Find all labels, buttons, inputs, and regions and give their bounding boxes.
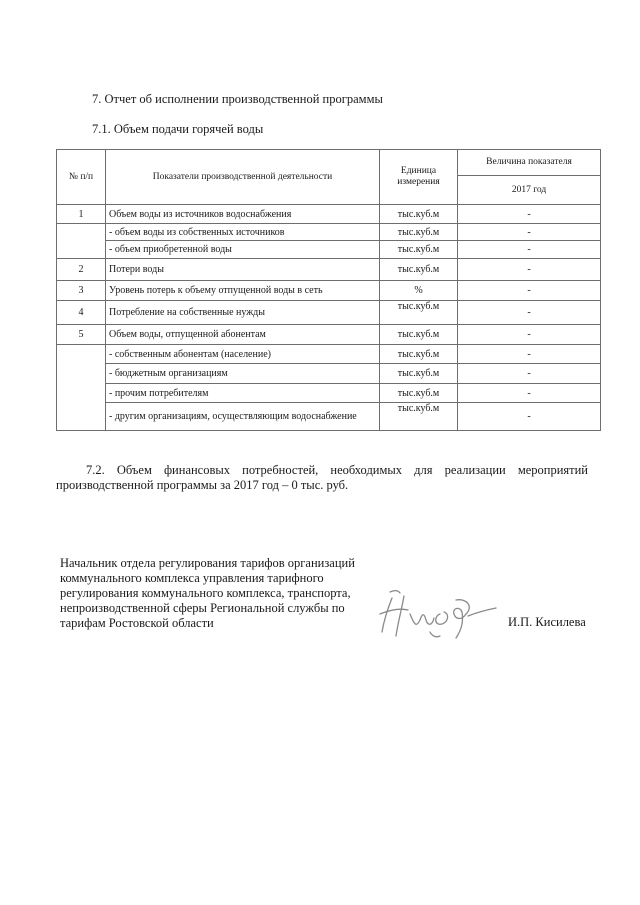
- row-name: Уровень потерь к объему отпущенной воды в сеть: [106, 281, 380, 301]
- table-row: [57, 403, 601, 431]
- header-unit: Единица измерения: [380, 150, 458, 205]
- table-row: [57, 301, 601, 325]
- header-num: № п/п: [57, 150, 106, 205]
- row-value: -: [458, 325, 601, 345]
- handwritten-signature: [370, 584, 500, 644]
- financial-needs-paragraph: 7.2. Объем финансовых потребностей, необходимых для реализации мероприятий производственной программы за 2017 год – 0 тыс. руб.: [56, 463, 588, 492]
- section-subtitle: 7.1. Объем подачи горячей воды: [92, 122, 264, 136]
- row-name: Объем воды, отпущенной абонентам: [106, 325, 380, 345]
- signatory-name: И.П. Кисилева: [508, 615, 586, 629]
- row-value: -: [458, 384, 601, 403]
- table-row: [57, 345, 601, 364]
- row-name: Потребление на собственные нужды: [106, 301, 380, 325]
- table-row: [57, 259, 601, 281]
- row-value: -: [458, 403, 601, 431]
- row-unit: тыс.куб.м: [380, 325, 458, 345]
- row-value: -: [458, 301, 601, 325]
- row-num: 5: [57, 325, 106, 345]
- row-num: 3: [57, 281, 106, 301]
- row-name: - собственным абонентам (население): [106, 345, 380, 364]
- row-num: 4: [57, 301, 106, 325]
- row-unit: тыс.куб.м: [380, 224, 458, 241]
- row-name: - бюджетным организациям: [106, 364, 380, 384]
- row-num: [57, 224, 106, 259]
- row-name: - объем воды из собственных источников: [106, 224, 380, 241]
- table-row: [57, 224, 601, 241]
- table-row: [57, 384, 601, 403]
- row-num: [57, 345, 106, 431]
- row-unit: тыс.куб.м: [380, 364, 458, 384]
- row-value: -: [458, 205, 601, 224]
- row-value: -: [458, 224, 601, 241]
- row-value: -: [458, 364, 601, 384]
- signatory-title: Начальник отдела регулирования тарифов организаций коммунального комплекса управления тарифного регулирования коммунального комплекса, транспорта, непроизводственной сферы Региональной службы по тарифам Ростовской области: [60, 556, 355, 630]
- table-row: [57, 281, 601, 301]
- row-name: - объем приобретенной воды: [106, 241, 380, 259]
- header-value: Величина показателя: [458, 150, 601, 176]
- row-name: - другим организациям, осуществляющим водоснабжение: [106, 403, 380, 431]
- row-name: Объем воды из источников водоснабжения: [106, 205, 380, 224]
- row-unit: тыс.куб.м: [380, 259, 458, 281]
- row-value: -: [458, 281, 601, 301]
- row-num: 2: [57, 259, 106, 281]
- water-supply-table: [56, 149, 601, 431]
- table-row: [57, 241, 601, 259]
- table-row: [57, 364, 601, 384]
- table-row: [57, 325, 601, 345]
- row-value: -: [458, 259, 601, 281]
- row-name: Потери воды: [106, 259, 380, 281]
- row-unit: тыс.куб.м: [380, 205, 458, 224]
- row-value: -: [458, 345, 601, 364]
- row-num: 1: [57, 205, 106, 224]
- row-unit: тыс.куб.м: [380, 241, 458, 259]
- row-unit: тыс.куб.м: [380, 301, 458, 325]
- row-unit: %: [380, 281, 458, 301]
- row-value: -: [458, 241, 601, 259]
- section-title: 7. Отчет об исполнении производственной программы: [92, 92, 383, 106]
- row-unit: тыс.куб.м: [380, 345, 458, 364]
- row-name: - прочим потребителям: [106, 384, 380, 403]
- header-indicators: Показатели производственной деятельности: [106, 150, 380, 205]
- header-year: 2017 год: [458, 176, 601, 205]
- row-unit: тыс.куб.м: [380, 384, 458, 403]
- row-unit: тыс.куб.м: [380, 403, 458, 431]
- table-row: [57, 205, 601, 224]
